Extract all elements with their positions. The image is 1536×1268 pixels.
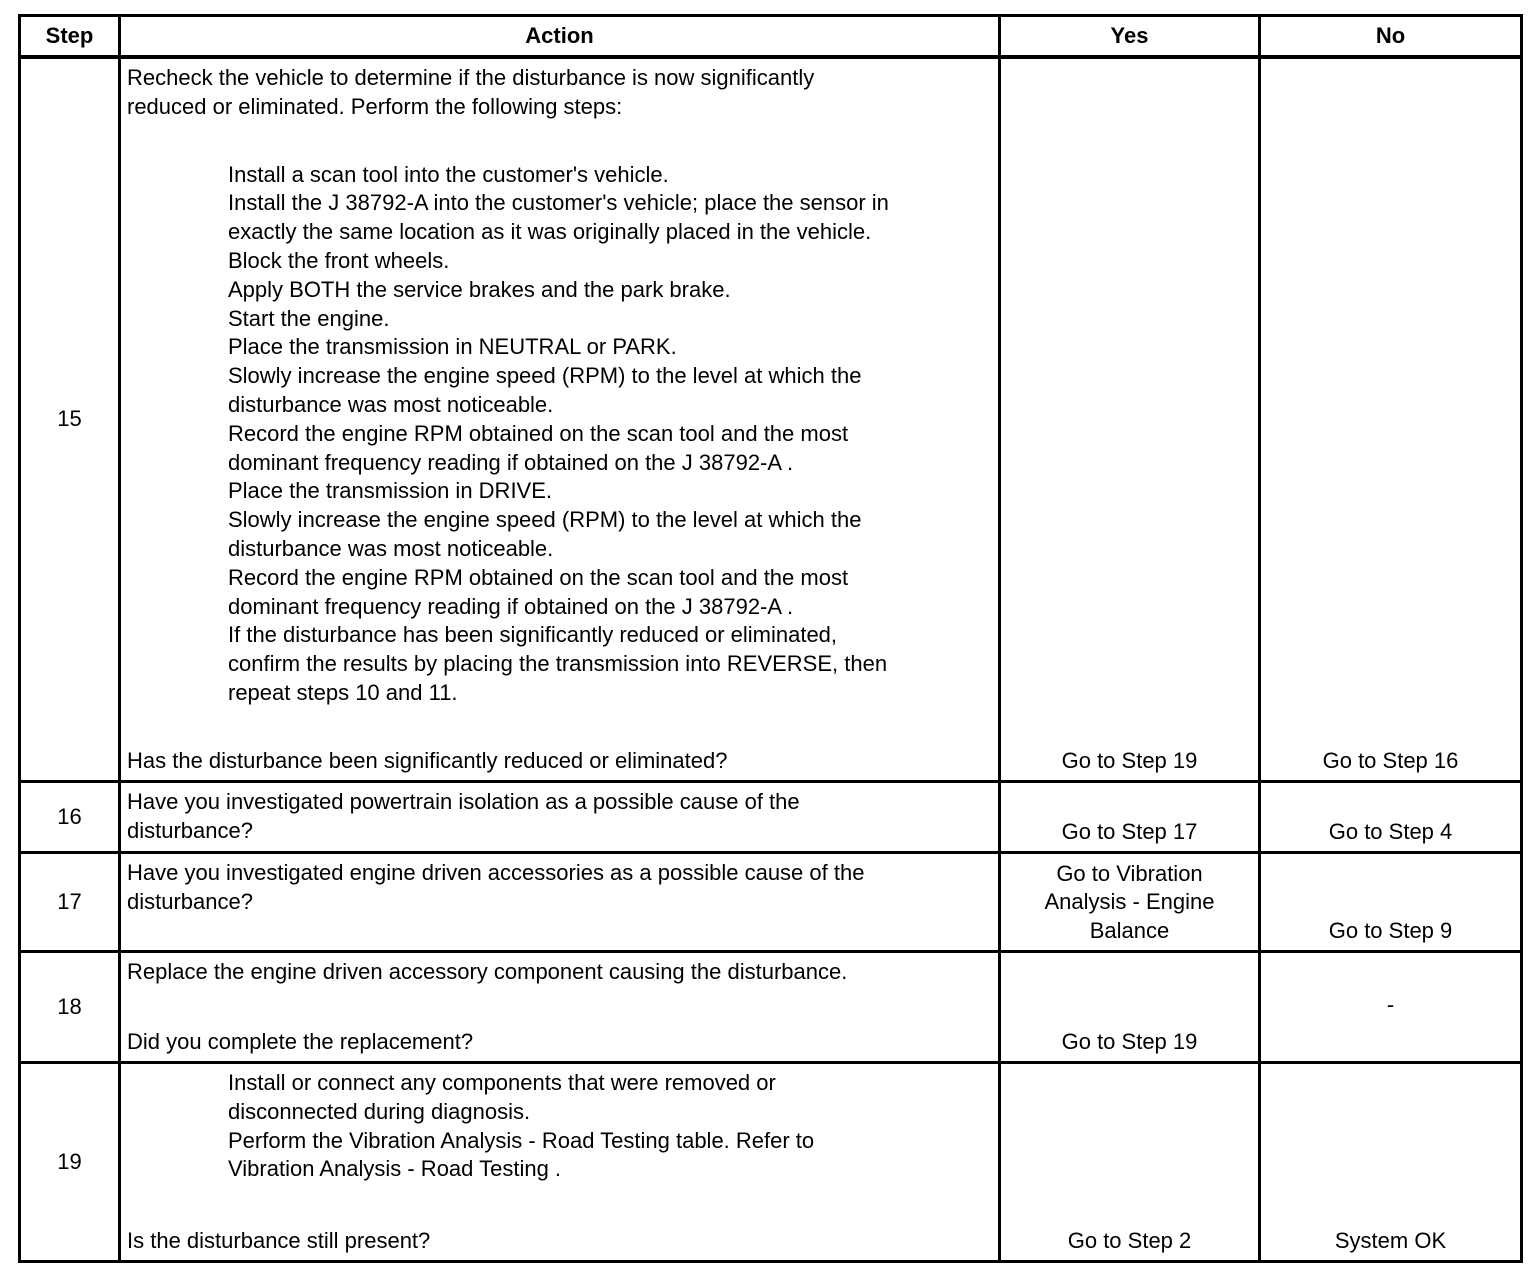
action-question: Did you complete the replacement? [127, 1029, 474, 1055]
list-item: Slowly increase the engine speed (RPM) to the level at which the [228, 507, 862, 533]
table-row [20, 853, 1522, 952]
table-row [20, 1063, 1522, 1262]
step-number: 17 [20, 853, 120, 952]
yes-cell [1000, 1063, 1260, 1262]
no-cell: Go to Step 4 [1260, 782, 1522, 853]
diagnostic-table [18, 14, 1523, 1263]
list-item: dominant frequency reading if obtained on the J 38792-A . [228, 449, 794, 475]
yes-text: Go to Step 17 [1061, 819, 1198, 845]
action-body [127, 859, 992, 917]
no-cell: - [1260, 952, 1522, 1063]
action-body [127, 788, 992, 846]
list-item: Block the front wheels. [228, 247, 450, 273]
action-text: Recheck the vehicle to determine if the disturbance is now significantly [127, 65, 815, 90]
action-question: Is the disturbance still present? [127, 1228, 431, 1254]
list-item: Perform the Vibration Analysis - Road Testing table. Refer to [228, 1127, 815, 1153]
no-cell: Go to Step 16 [1260, 57, 1522, 782]
list-item: Install the J 38792-A into the customer's vehicle; place the sensor in [228, 190, 889, 216]
list-item: exactly the same location as it was originally placed in the vehicle. [228, 219, 872, 245]
no-cell: System OK [1260, 1063, 1522, 1262]
action-cell [120, 57, 1000, 782]
step-list [127, 161, 992, 708]
yes-text: Go to Step 19 [1061, 748, 1198, 774]
yes-text: Balance [1089, 918, 1170, 944]
action-cell [120, 853, 1000, 952]
header-action: Action [120, 16, 1000, 58]
header-no: No [1260, 16, 1522, 58]
action-text: disturbance? [127, 888, 253, 914]
list-item: Install or connect any components that were removed or [228, 1070, 776, 1095]
list-item: Record the engine RPM obtained on the scan tool and the most [228, 420, 849, 446]
list-item: Install a scan tool into the customer's vehicle. [228, 161, 669, 187]
list-item: Place the transmission in DRIVE. [228, 478, 553, 504]
step-number: 16 [20, 782, 120, 853]
list-item: If the disturbance has been significantly reduced or eliminated, [228, 622, 838, 648]
list-item: dominant frequency reading if obtained on the J 38792-A . [228, 593, 794, 619]
action-text: disturbance? [127, 817, 253, 843]
list-item: disconnected during diagnosis. [228, 1098, 531, 1124]
step-list [127, 1069, 992, 1184]
yes-cell [1000, 853, 1260, 952]
list-item: disturbance was most noticeable. [228, 391, 554, 417]
header-step: Step [20, 16, 120, 58]
yes-text: Go to Step 19 [1061, 1029, 1198, 1055]
no-cell: Go to Step 9 [1260, 853, 1522, 952]
table-row [20, 952, 1522, 1063]
yes-cell [1000, 782, 1260, 853]
step-number: 19 [20, 1063, 120, 1262]
header-yes: Yes [1000, 16, 1260, 58]
action-cell [120, 1063, 1000, 1262]
list-item: Slowly increase the engine speed (RPM) to the level at which the [228, 363, 862, 389]
list-item: Record the engine RPM obtained on the scan tool and the most [228, 564, 849, 590]
action-text: reduced or eliminated. Perform the following steps: [127, 93, 623, 119]
yes-text: Go to Step 2 [1067, 1228, 1192, 1254]
header-row [20, 16, 1522, 58]
step-number: 15 [20, 57, 120, 782]
list-item: confirm the results by placing the transmission into REVERSE, then [228, 651, 888, 677]
action-text: Have you investigated powertrain isolation as a possible cause of the [127, 789, 800, 814]
action-body [127, 958, 992, 987]
action-cell [120, 952, 1000, 1063]
yes-cell [1000, 952, 1260, 1063]
table-row [20, 57, 1522, 782]
list-item: Apply BOTH the service brakes and the park brake. [228, 276, 731, 302]
yes-text: Go to Vibration [1056, 860, 1203, 886]
action-body [127, 64, 992, 708]
list-item: Start the engine. [228, 305, 390, 331]
action-text: Have you investigated engine driven accessories as a possible cause of the [127, 860, 865, 885]
action-text: Replace the engine driven accessory component causing the disturbance. [127, 959, 848, 984]
yes-text: Analysis - Engine [1044, 889, 1215, 915]
step-number: 18 [20, 952, 120, 1063]
list-item: repeat steps 10 and 11. [228, 679, 458, 705]
action-cell [120, 782, 1000, 853]
list-item: Vibration Analysis - Road Testing . [228, 1156, 562, 1182]
action-question: Has the disturbance been significantly reduced or eliminated? [127, 748, 728, 774]
list-item: Place the transmission in NEUTRAL or PARK. [228, 334, 677, 360]
table-row [20, 782, 1522, 853]
list-item: disturbance was most noticeable. [228, 535, 554, 561]
yes-cell [1000, 57, 1260, 782]
action-body [127, 1069, 992, 1184]
